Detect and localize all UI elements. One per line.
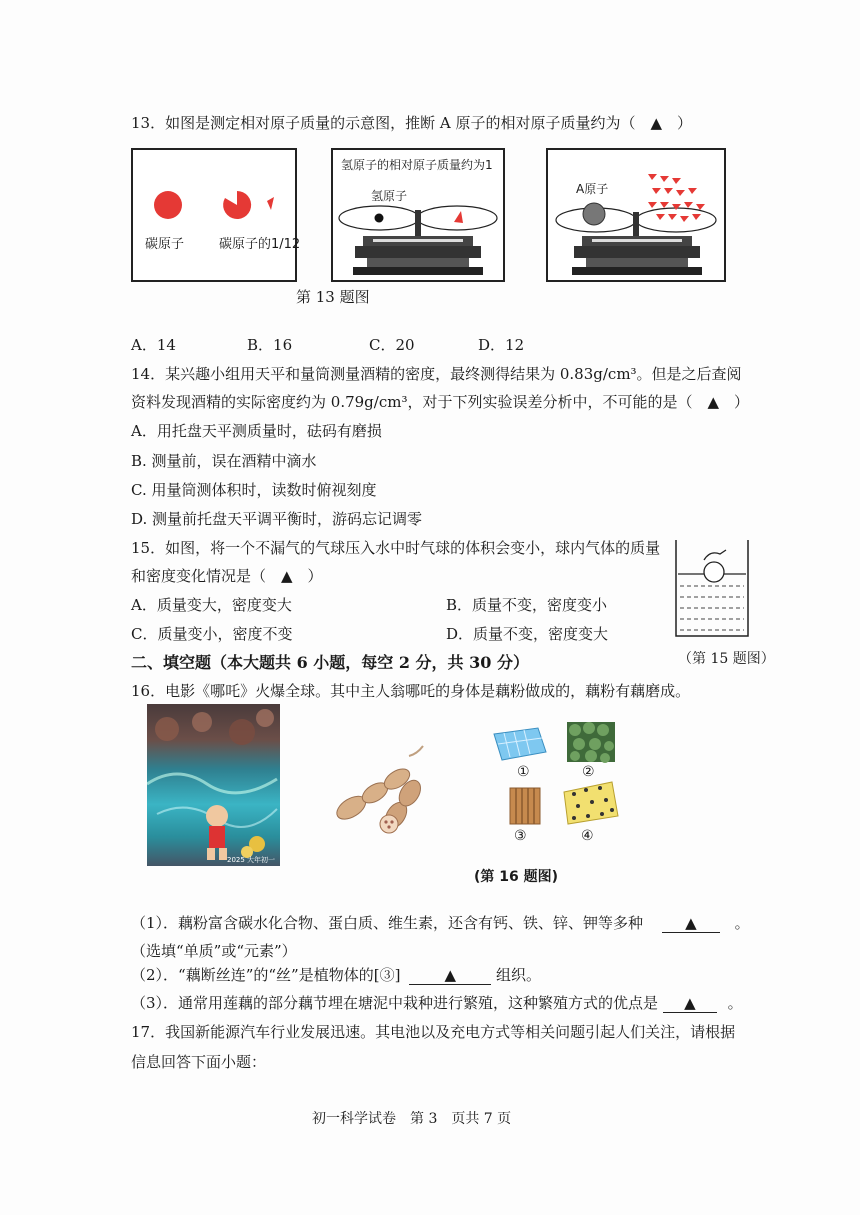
q16-sub3-text: （3）．通常用莲藕的部分藕节埋在塘泥中栽种进行繁殖，这种繁殖方式的优点是 — [131, 994, 659, 1012]
q13-text: 13．如图是测定相对原子质量的示意图，推断 A 原子的相对原子质量约为（ ▲ ） — [131, 114, 692, 132]
a-balance-drawing — [548, 150, 724, 280]
figure-a-atom-balance — [546, 148, 726, 282]
q15-option-a: A．质量变大，密度变大 — [131, 596, 292, 614]
q14-option-b: B. 测量前，误在酒精中滴水 — [131, 452, 317, 470]
q15-line1: 15．如图，将一个不漏气的气球压入水中时气球的体积会变小，球内气体的质量 — [131, 539, 661, 557]
tissue-4-image — [560, 778, 620, 828]
q13-caption: 第 13 题图 — [296, 288, 370, 306]
q16-sub3 — [131, 992, 743, 1013]
poster-caption: 2025 大年初一 — [227, 856, 276, 864]
carbon-atom-drawing — [133, 150, 295, 280]
q13-option-a: A．14 — [131, 336, 176, 354]
q13-option-c: C．20 — [369, 336, 415, 354]
q15-option-c: C．质量变小，密度不变 — [131, 625, 293, 643]
q14-line2: 资料发现酒精的实际密度约为 0.79g/cm³，对于下列实验误差分析中，不可能的是（ ▲ ） — [131, 393, 749, 411]
page-footer: 初一科学试卷 第 3 页共 7 页 — [312, 1111, 512, 1127]
a-atom-label: A原子 — [576, 182, 609, 196]
q16-sub1-hint: （选填“单质”或“元素”） — [131, 942, 297, 960]
q16-caption: (第 16 题图) — [474, 869, 559, 885]
tissue-label-4: ④ — [581, 828, 594, 844]
carbon-label: 碳原子 — [145, 237, 185, 252]
lotus-root-image — [325, 738, 433, 838]
q16-sub2-end: 组织。 — [496, 966, 542, 984]
nezha-poster-image — [147, 704, 280, 866]
q14-option-c: C. 用量筒测体积时，读数时俯视刻度 — [131, 481, 377, 499]
balance-drawing — [333, 150, 503, 280]
q16-sub2-text: （2）．“藕断丝连”的“丝”是植物体的[③] — [131, 966, 401, 984]
q14-option-d: D. 测量前托盘天平调平衡时，游码忘记调零 — [131, 510, 423, 528]
figure-carbon-atom — [131, 148, 301, 282]
q16-text: 16．电影《哪吒》火爆全球。其中主人翁哪吒的身体是藕粉做成的，藕粉有藕磨成。 — [131, 682, 691, 700]
hydrogen-title: 氢原子的相对原子质量约为1 — [341, 158, 493, 172]
tissue-2-image — [563, 718, 619, 766]
q13-option-b: B．16 — [247, 336, 293, 354]
tissue-label-3: ③ — [514, 828, 527, 844]
tissue-3-image — [506, 784, 546, 826]
tissue-1-image — [490, 724, 548, 764]
q15-line2: 和密度变化情况是（ ▲ ） — [131, 567, 323, 585]
q15-caption: （第 15 题图） — [678, 651, 775, 667]
carbon-part-label: 碳原子的1/12 — [219, 237, 301, 252]
q16-sub1 — [131, 912, 750, 933]
q13-option-d: D．12 — [478, 336, 525, 354]
q16-sub1-text: （1）．藕粉富含碳水化合物、蛋白质、维生素，还含有钙、铁、锌、钾等多种 — [131, 914, 644, 932]
q15-option-b: B．质量不变，密度变小 — [446, 596, 608, 614]
figure-hydrogen-balance — [331, 148, 505, 282]
q14-option-a: A．用托盘天平测质量时，砝码有磨损 — [131, 422, 382, 440]
q16-sub3-blank: ▲ — [663, 994, 717, 1013]
q15-option-d: D．质量不变，密度变大 — [446, 625, 609, 643]
hydrogen-label: 氢原子 — [371, 189, 408, 203]
q16-sub3-end: 。 — [727, 994, 743, 1012]
q14-line1: 14．某兴趣小组用天平和量筒测量酒精的密度，最终测得结果为 0.83g/cm³。但是之后查阅 — [131, 365, 742, 383]
q16-sub2 — [131, 964, 541, 985]
q17-line2: 信息回答下面小题： — [131, 1053, 267, 1071]
tissue-label-2: ② — [582, 764, 595, 780]
q17-line1: 17．我国新能源汽车行业发展迅速。其电池以及充电方式等相关问题引起人们关注，请根据 — [131, 1023, 736, 1041]
q16-sub2-blank: ▲ — [409, 966, 491, 985]
q16-sub1-blank: ▲ — [662, 914, 720, 933]
q16-sub1-end: 。 — [734, 914, 750, 932]
section2-heading: 二、填空题（本大题共 6 小题，每空 2 分，共 30 分） — [131, 653, 529, 672]
tissue-label-1: ① — [517, 764, 530, 780]
balloon-water-figure — [672, 536, 752, 640]
